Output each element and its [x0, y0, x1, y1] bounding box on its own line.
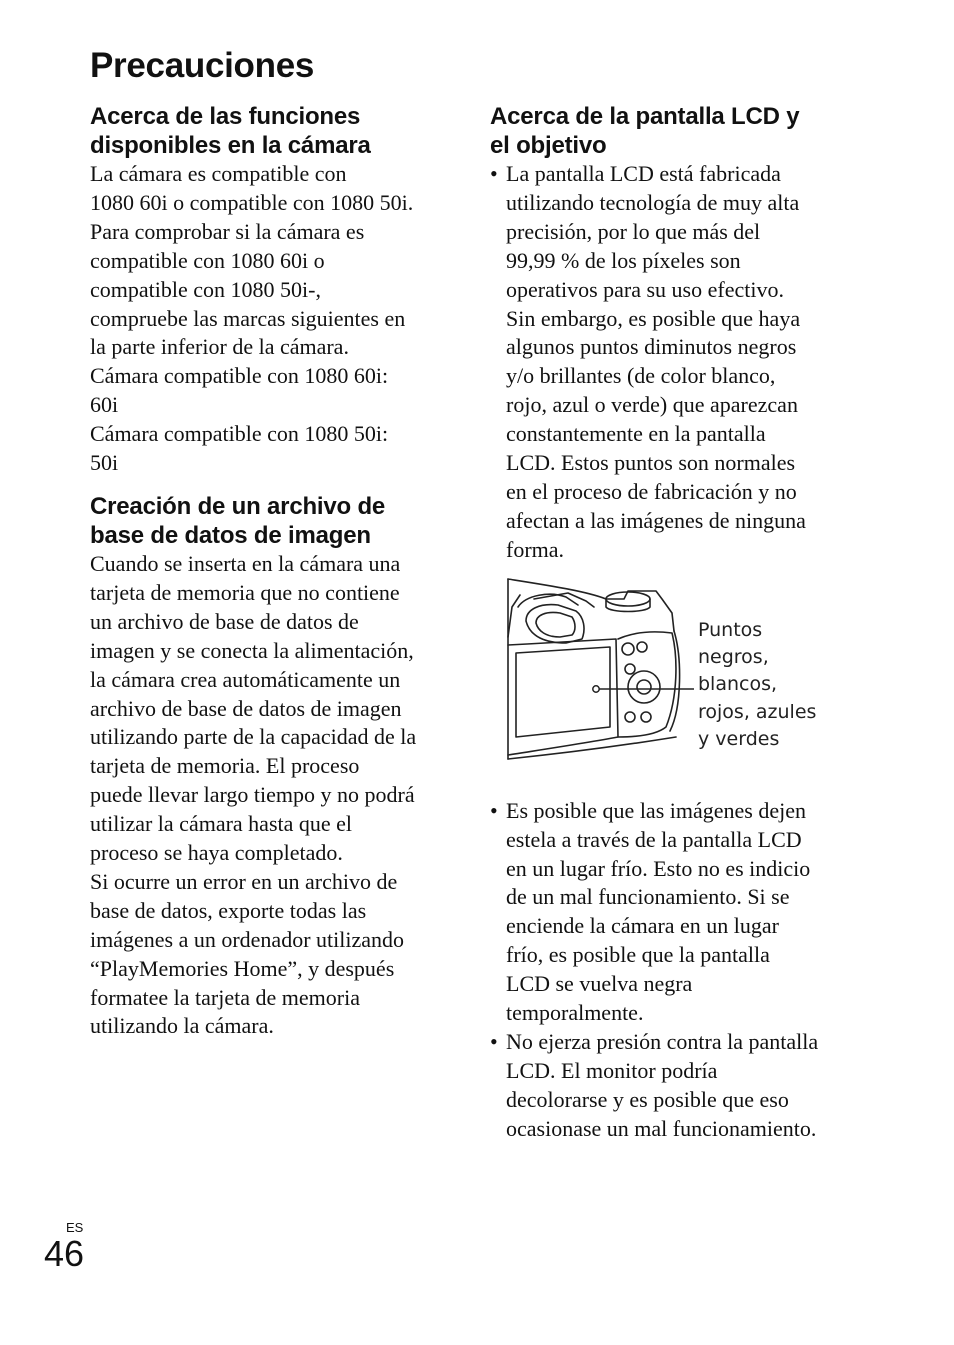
bullet-icon: •: [490, 161, 498, 186]
bullet-text: Es posible que las imágenes dejen estela a través de la pantalla LCD en un lugar frío. Esto no es indicio de un mal funcionamiento. Si se enciende la cámara en un lugar frío, es posible que la pantalla LCD se vuelva negra temporalmente.: [506, 797, 811, 1026]
page-title: Precauciones: [90, 46, 315, 85]
camera-lcd-illustration: [506, 577, 696, 762]
bullet-item: [490, 160, 860, 565]
camera-figure: [490, 577, 860, 787]
section-heading: Acerca de las funciones disponibles en la cámara: [90, 103, 371, 159]
bullet-text: No ejerza presión contra la pantalla LCD. El monitor podría decolorarse y es posible que eso ocasionase un mal funcionamiento.: [506, 1028, 819, 1141]
section-body: La cámara es compatible con 1080 60i o compatible con 1080 50i. Para comprobar si la cámara es compatible con 1080 60i o compatible con 1080 50i-, compruebe las marcas siguientes en la parte inferior de la cámara. Cámara compatible con 1080 60i: 60i Cámara compatible con 1080 50i: 50i: [90, 161, 414, 476]
section-heading: Creación de un archivo de base de datos de imagen: [90, 492, 386, 549]
bullet-item: [490, 1028, 860, 1144]
section-image-database: [90, 492, 450, 1041]
bullet-item: [490, 797, 860, 1028]
left-column: [90, 102, 450, 1041]
section-body: Cuando se inserta en la cámara una tarjeta de memoria que no contiene un archivo de base de datos de imagen y se conecta la alimentación, la cámara crea automáticamente un archivo de base de datos de imagen utilizando parte de la capacidad de la tarjeta de memoria. El proceso puede llevar largo tiempo y no podrá utilizar la cámara hasta que el proceso se haya completado. Si ocurre un error en un archivo de base de datos, exporte todas las imágenes a un ordenador utilizando “PlayMemories Home”, y después formatee la tarjeta de memoria utilizando la cámara.: [90, 550, 417, 1039]
bullet-icon: •: [490, 1028, 498, 1054]
section-camera-functions: [90, 102, 450, 478]
page-number: 46: [44, 1233, 85, 1274]
figure-callout-label: Puntos negros, blancos, rojos, azules y verdes: [698, 618, 817, 750]
bullet-text: La pantalla LCD está fabricada utilizando tecnología de muy alta precisión, por lo que más del 99,99 % de los píxeles son operativos para su uso efectivo. Sin embargo, es posible que haya algunos puntos diminutos negros y/o brillantes (de color blanco, rojo, azul o verde) que aparezcan constantemente en la pantalla LCD. Estos puntos son normales en el proceso de fabricación y no afectan a las imágenes de ninguna forma.: [506, 161, 806, 562]
callout-marker-icon: [593, 685, 599, 691]
right-column: [490, 102, 860, 1144]
bullet-icon: •: [490, 797, 498, 823]
language-code: ES: [66, 1220, 84, 1235]
section-heading-lcd: Acerca de la pantalla LCD y el objetivo: [490, 103, 800, 159]
